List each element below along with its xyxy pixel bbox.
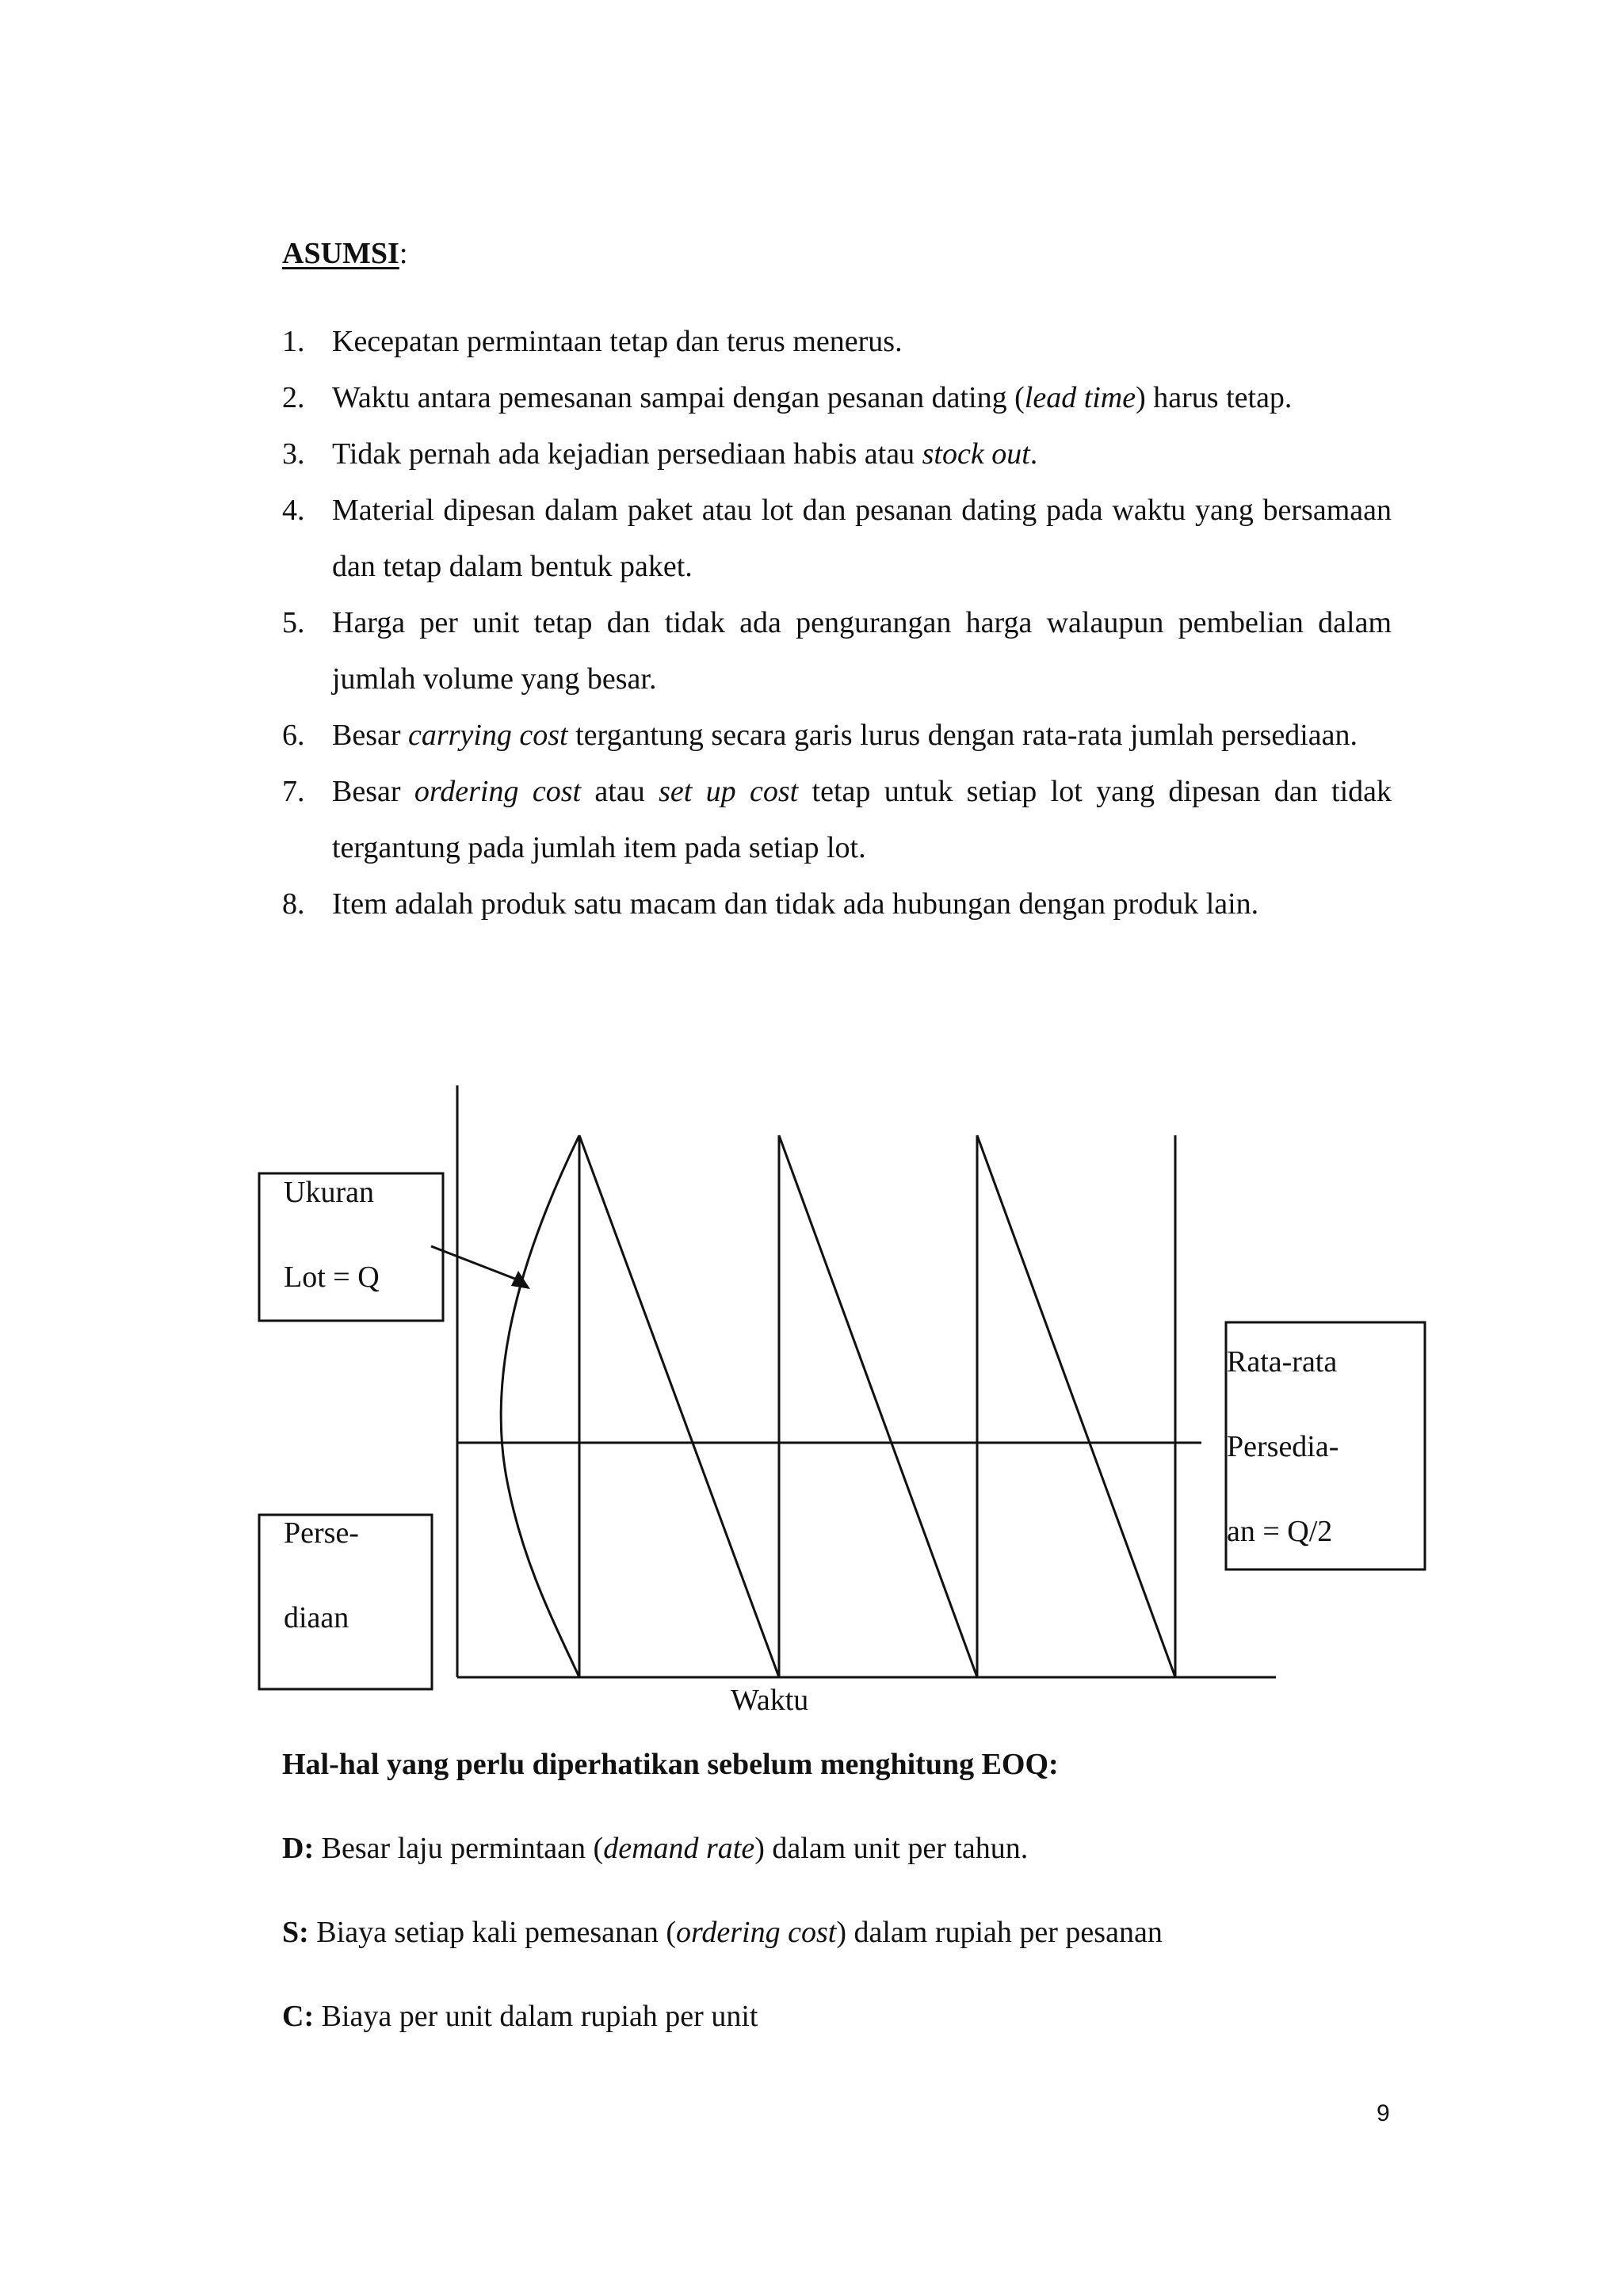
assumption-number: 8. [282, 887, 305, 921]
assumption-text: Besar [332, 775, 414, 808]
assumption-term: stock out [922, 437, 1030, 471]
assumption-text: ) harus tetap. [1136, 381, 1293, 414]
time-axis-label: Waktu [731, 1684, 809, 1717]
assumption-item [282, 482, 1392, 595]
assumption-text: Waktu antara pemesanan sampai dengan pesanan dating ( [332, 381, 1025, 414]
inventory-label-line2: diaan [284, 1601, 349, 1634]
lot-size-label-line2: Lot = Q [284, 1261, 380, 1294]
average-label-line2: Persedia- [1227, 1430, 1339, 1463]
average-inventory-box [1226, 1322, 1425, 1569]
assumption-number: 3. [282, 437, 305, 471]
assumption-number: 4. [282, 494, 305, 527]
assumption-term: ordering cost [414, 775, 582, 808]
assumption-text: Material dipesan dalam paket atau lot dan pesanan dating pada waktu yang bersamaan dan tetap dalam bentuk paket. [332, 494, 1392, 583]
inventory-axis-box [259, 1515, 432, 1689]
assumption-item [282, 314, 1392, 370]
definition-d [282, 1829, 1028, 1868]
inventory-label-line1: Perse- [284, 1516, 359, 1550]
depletion-line-1 [579, 1135, 779, 1677]
assumptions-heading-title: ASUMSI [282, 237, 399, 270]
lot-size-label-line1: Ukuran [284, 1176, 374, 1209]
assumption-text: Harga per unit tetap dan tidak ada pengurangan harga walaupun pembelian dalam jumlah volume yang besar. [332, 606, 1392, 696]
definition-s-before: Biaya setiap kali pemesanan ( [308, 1916, 677, 1949]
assumption-text: tetap untuk setiap lot yang dipesan dan tidak tergantung pada jumlah item pada setiap lot. [332, 775, 1392, 864]
depletion-line-2 [779, 1135, 977, 1677]
assumption-number: 2. [282, 381, 305, 414]
eoq-section-title: Hal-hal yang perlu diperhatikan sebelum menghitung EOQ: [282, 1748, 1059, 1781]
assumption-text: atau [581, 775, 659, 808]
assumptions-heading-colon: : [399, 237, 408, 270]
assumption-number: 6. [282, 719, 305, 752]
assumption-number: 1. [282, 325, 305, 358]
definition-c-key: C: [282, 2000, 315, 2033]
assumption-item [282, 426, 1392, 482]
assumption-item [282, 595, 1392, 707]
assumption-item [282, 370, 1392, 426]
assumption-item [282, 764, 1392, 876]
definition-d-before: Besar laju permintaan ( [314, 1832, 604, 1865]
definition-d-term: demand rate [603, 1832, 755, 1865]
lot-size-arrowhead [511, 1271, 530, 1289]
assumption-number: 5. [282, 606, 305, 639]
average-label-line1: Rata-rata [1227, 1345, 1338, 1379]
assumption-text: tergantung secara garis lurus dengan rata-rata jumlah persediaan. [567, 719, 1358, 752]
definition-s [282, 1913, 1163, 1952]
assumption-text: Item adalah produk satu macam dan tidak ada hubungan dengan produk lain. [332, 887, 1259, 921]
definition-s-term: ordering cost [676, 1916, 837, 1949]
lot-size-curve [501, 1135, 579, 1677]
assumption-item [282, 707, 1392, 764]
assumption-text: Kecepatan permintaan tetap dan terus menerus. [332, 325, 903, 358]
assumption-term: lead time [1024, 381, 1136, 414]
assumption-number: 7. [282, 775, 305, 808]
definition-c-text: Biaya per unit dalam rupiah per unit [314, 2000, 758, 2033]
average-label-line3: an = Q/2 [1227, 1515, 1333, 1548]
assumption-term: carrying cost [408, 719, 568, 752]
assumption-text: Tidak pernah ada kejadian persediaan habis atau [332, 437, 922, 471]
definition-c [282, 1997, 758, 2036]
definition-d-key: D: [282, 1832, 315, 1865]
assumption-item [282, 876, 1392, 933]
depletion-line-3 [977, 1135, 1175, 1677]
assumption-term: set up cost [659, 775, 799, 808]
assumptions-list [282, 314, 1392, 933]
assumptions-heading [282, 234, 407, 273]
page-number: 9 [1377, 2100, 1390, 2126]
assumption-text: Besar [332, 719, 409, 752]
lot-size-box [259, 1173, 443, 1321]
assumption-text: . [1029, 437, 1038, 471]
definition-s-after: ) dalam rupiah per pesanan [836, 1916, 1163, 1949]
definition-s-key: S: [282, 1916, 309, 1949]
lot-size-arrow [431, 1246, 523, 1282]
definition-d-after: ) dalam unit per tahun. [754, 1832, 1029, 1865]
